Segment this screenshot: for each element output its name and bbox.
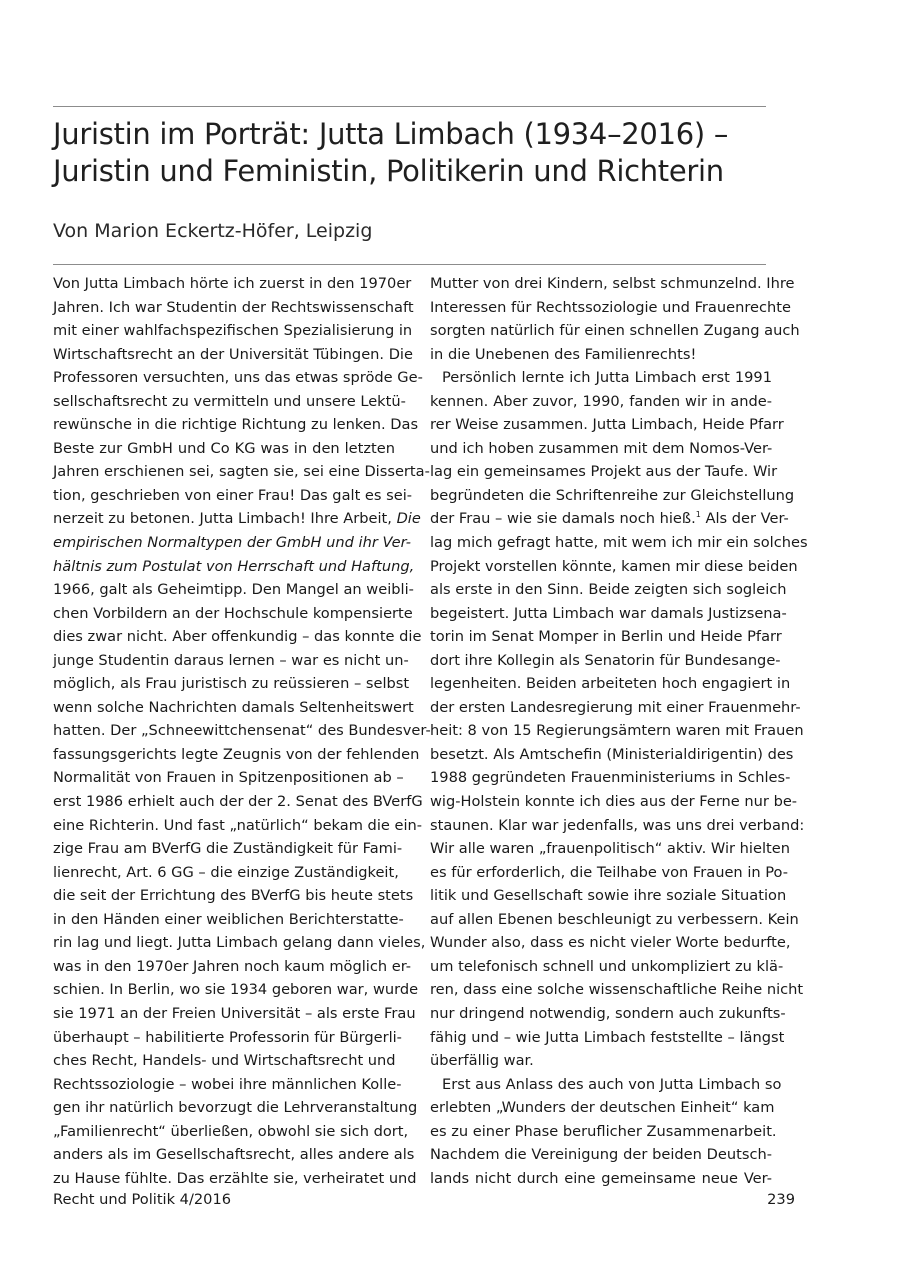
body-line-indent: Erst aus Anlass des auch von Jutta Limbach so	[442, 1075, 782, 1093]
body-line: begründeten die Schriftenreihe zur Gleichstellung	[430, 486, 795, 504]
body-line: wig-Holstein konnte ich dies aus der Ferne nur be-	[430, 793, 798, 811]
left-column	[53, 272, 431, 1190]
italic-title-fragment: Die	[396, 510, 421, 528]
body-line: fähig und – wie Jutta Limbach feststellte – längst	[430, 1028, 785, 1046]
right-column	[430, 272, 808, 1190]
body-line-mixed	[53, 507, 421, 531]
body-line: rewünsche in die richtige Richtung zu lenken. Das	[53, 416, 419, 434]
body-line: dies zwar nicht. Aber offenkundig – das konnte die	[53, 628, 422, 646]
body-line: Wirtschaftsrecht an der Universität Tübingen. Die	[53, 345, 413, 363]
body-line: wenn solche Nachrichten damals Seltenheitswert	[53, 698, 414, 716]
body-line: ches Recht, Handels- und Wirtschaftsrecht und	[53, 1052, 396, 1070]
body-line: begeistert. Jutta Limbach war damals Justizsena-	[430, 604, 787, 622]
body-line: Professoren versuchten, uns das etwas spröde Ge-	[53, 369, 423, 387]
body-line: 1988 gegründeten Frauenministeriums in Schles-	[430, 769, 791, 787]
body-line: Interessen für Rechtssoziologie und Frauenrechte	[430, 298, 791, 316]
body-line-last: in die Unebenen des Familienrechts!	[430, 345, 697, 363]
body-line: Nachdem die Vereinigung der beiden Deutsch-	[430, 1146, 772, 1164]
body-line: Wir alle waren „frauenpolitisch“ aktiv. Wir hielten	[430, 840, 790, 858]
body-line: und ich hoben zusammen mit dem Nomos-Ver-	[430, 439, 773, 457]
body-line: überhaupt – habilitierte Professorin für Bürgerli-	[53, 1028, 402, 1046]
body-line: die seit der Errichtung des BVerfG bis heute stets	[53, 887, 414, 905]
body-line: lag ein gemeinsames Projekt aus der Taufe. Wir	[430, 463, 778, 481]
body-line: lag mich gefragt hatte, mit wem ich mir ein solches	[430, 534, 808, 552]
body-line: es für erforderlich, die Teilhabe von Frauen in Po-	[430, 863, 789, 881]
body-line: was in den 1970er Jahren noch kaum möglich er-	[53, 957, 412, 975]
body-line-last: überfällig war.	[430, 1052, 534, 1070]
body-line: hatten. Der „Schneewittchensenat“ des Bundesver-	[53, 722, 431, 740]
body-line-italic: hältnis zum Postulat von Herrschaft und Haftung,	[53, 557, 415, 575]
body-line: Jahren erschienen sei, sagten sie, sei eine Disserta-	[53, 463, 430, 481]
body-line: torin im Senat Momper in Berlin und Heide Pfarr	[430, 628, 782, 646]
footnote-marker[interactable]: 1	[695, 510, 701, 520]
body-line: sellschaftsrecht zu vermitteln und unsere Lektü-	[53, 392, 406, 410]
body-line: „Familienrecht“ überließen, obwohl sie sich dort,	[53, 1122, 409, 1140]
body-line: mit einer wahlfachspezifischen Spezialisierung in	[53, 322, 413, 340]
body-line: sorgten natürlich für einen schnellen Zugang auch	[430, 322, 800, 340]
body-line: lienrecht, Art. 6 GG – die einzige Zuständigkeit,	[53, 863, 399, 881]
body-line: zu Hause fühlte. Das erzählte sie, verheiratet und	[53, 1169, 417, 1187]
top-divider	[53, 106, 766, 107]
body-line: in den Händen einer weiblichen Berichterstatte-	[53, 910, 404, 928]
body-line: besetzt. Als Amtschefin (Ministerialdirigentin) des	[430, 745, 794, 763]
body-text-fragment: nerzeit zu betonen. Jutta Limbach! Ihre Arbeit,	[53, 510, 397, 528]
body-line: auf allen Ebenen beschleunigt zu verbessern. Kein	[430, 910, 799, 928]
body-line-italic: empirischen Normaltypen der GmbH und ihr Ver-	[53, 534, 412, 552]
body-line: legenheiten. Beiden arbeiteten hoch engagiert in	[430, 675, 791, 693]
body-line: rer Weise zusammen. Jutta Limbach, Heide Pfarr	[430, 416, 784, 434]
body-line: fassungsgerichts legte Zeugnis von der fehlenden	[53, 745, 420, 763]
body-line: ren, dass eine solche wissenschaftliche Reihe nicht	[430, 981, 804, 999]
body-line: es zu einer Phase beruflicher Zusammenarbeit.	[430, 1122, 777, 1140]
body-line: dort ihre Kollegin als Senatorin für Bundesange-	[430, 651, 781, 669]
body-line: heit: 8 von 15 Regierungsämtern waren mit Frauen	[430, 722, 804, 740]
page-number: 239	[767, 1191, 795, 1208]
body-line: eine Richterin. Und fast „natürlich“ bekam die ein-	[53, 816, 423, 834]
title-line-2: Juristin und Feministin, Politikerin und Richterin	[53, 154, 724, 188]
body-line: Beste zur GmbH und Co KG was in den letzten	[53, 439, 395, 457]
title-line-1: Juristin im Porträt: Jutta Limbach (1934–2016) –	[53, 117, 729, 151]
body-line: um telefonisch schnell und unkompliziert zu klä-	[430, 957, 784, 975]
body-line: gen ihr natürlich bevorzugt die Lehrveranstaltung	[53, 1099, 418, 1117]
body-line: staunen. Klar war jedenfalls, was uns drei verband:	[430, 816, 805, 834]
body-text-fragment: Als der Ver-	[700, 510, 789, 528]
body-line: lands nicht durch eine gemeinsame neue Ver-	[430, 1169, 772, 1187]
body-line: tion, geschrieben von einer Frau! Das galt es sei-	[53, 486, 413, 504]
body-line: zige Frau am BVerfG die Zuständigkeit für Fami-	[53, 840, 403, 858]
body-line: erst 1986 erhielt auch der der 2. Senat des BVerfG	[53, 793, 423, 811]
body-line-footnote	[430, 507, 789, 531]
header-divider	[53, 264, 766, 265]
body-text-fragment: der Frau – wie sie damals noch hieß.	[430, 510, 696, 528]
body-line: Projekt vorstellen könnte, kamen mir diese beiden	[430, 557, 798, 575]
body-line: der ersten Landesregierung mit einer Frauenmehr-	[430, 698, 801, 716]
body-line: chen Vorbildern an der Hochschule kompensierte	[53, 604, 413, 622]
body-line: nur dringend notwendig, sondern auch zukunfts-	[430, 1004, 786, 1022]
body-line: junge Studentin daraus lernen – war es nicht un-	[53, 651, 409, 669]
body-line: Normalität von Frauen in Spitzenpositionen ab –	[53, 769, 404, 787]
body-line: Rechtssoziologie – wobei ihre männlichen Kolle-	[53, 1075, 402, 1093]
body-line: möglich, als Frau juristisch zu reüssieren – selbst	[53, 675, 410, 693]
body-line: Mutter von drei Kindern, selbst schmunzelnd. Ihre	[430, 275, 795, 292]
body-line: anders als im Gesellschaftsrecht, alles andere als	[53, 1146, 415, 1164]
author-byline: Von Marion Eckertz-Höfer, Leipzig	[53, 220, 373, 242]
journal-footer: Recht und Politik 4/2016	[53, 1191, 232, 1208]
body-line: schien. In Berlin, wo sie 1934 geboren war, wurde	[53, 981, 419, 999]
body-line: Jahren. Ich war Studentin der Rechtswissenschaft	[53, 298, 414, 316]
body-line: kennen. Aber zuvor, 1990, fanden wir in ande-	[430, 392, 772, 410]
body-line: litik und Gesellschaft sowie ihre soziale Situation	[430, 887, 787, 905]
body-line: Wunder also, dass es nicht vieler Worte bedurfte,	[430, 934, 791, 952]
body-line-indent: Persönlich lernte ich Jutta Limbach erst 1991	[442, 369, 772, 387]
body-line: Von Jutta Limbach hörte ich zuerst in den 1970er	[53, 275, 412, 292]
body-line: rin lag und liegt. Jutta Limbach gelang dann vieles,	[53, 934, 426, 952]
body-line: sie 1971 an der Freien Universität – als erste Frau	[53, 1004, 416, 1022]
body-line: 1966, galt als Geheimtipp. Den Mangel an weibli-	[53, 581, 414, 599]
body-line: als erste in den Sinn. Beide zeigten sich sogleich	[430, 581, 787, 599]
article-title	[53, 116, 813, 190]
body-line: erlebten „Wunders der deutschen Einheit“ kam	[430, 1099, 775, 1117]
